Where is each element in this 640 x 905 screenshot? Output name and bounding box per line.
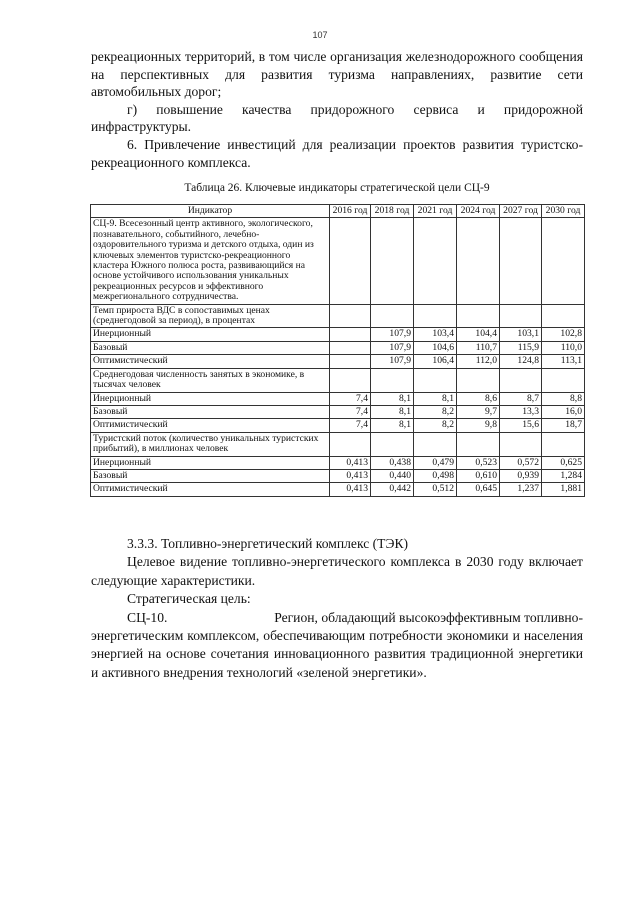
row-label: Оптимистический	[91, 483, 330, 496]
table-cell: 107,9	[371, 341, 414, 354]
table-cell	[330, 328, 371, 341]
table-cell: 0,479	[414, 456, 457, 469]
table-cell: 103,4	[414, 328, 457, 341]
table-cell	[414, 218, 457, 304]
paragraph-roadside-service: г) повышение качества придорожного сервиса и придорожной инфраструктуры.	[91, 101, 583, 135]
table-cell	[542, 368, 585, 392]
sc10-description: энергетическим комплексом, обеспечивающим потребности экономики и населения энергией на основе сочетания инновационного развития традиционной энергетики и активного внедрения технологий «зеленой энергетики».	[91, 628, 583, 680]
table-cell: 113,1	[542, 355, 585, 368]
row-label: Базовый	[91, 405, 330, 418]
table-cell	[542, 432, 585, 456]
table-cell: 7,4	[330, 405, 371, 418]
section-heading: 3.3.3. Топливно-энергетический комплекс (ТЭК)	[127, 536, 409, 551]
table-cell: 0,939	[500, 469, 542, 482]
table-header-row	[91, 205, 585, 218]
sc10-first-line	[91, 609, 583, 627]
table-cell	[414, 304, 457, 328]
table-cell: 124,8	[500, 355, 542, 368]
table-cell	[330, 432, 371, 456]
table-cell: 106,4	[414, 355, 457, 368]
indicators-table	[90, 204, 585, 497]
table-cell: 0,572	[500, 456, 542, 469]
table-row	[91, 432, 585, 456]
row-label: Инерционный	[91, 392, 330, 405]
row-label: Оптимистический	[91, 419, 330, 432]
table-cell	[542, 304, 585, 328]
table-cell: 8,1	[371, 419, 414, 432]
table-cell	[330, 304, 371, 328]
table-cell: 107,9	[371, 328, 414, 341]
row-label: Туристский поток (количество уникальных туристских прибытий), в миллионах человек	[91, 432, 330, 456]
sc10-code: СЦ-10.	[127, 609, 168, 625]
table-cell	[371, 304, 414, 328]
header-indicator: Индикатор	[91, 205, 330, 218]
table-cell: 8,1	[414, 392, 457, 405]
table-cell	[330, 218, 371, 304]
table-cell: 0,645	[457, 483, 500, 496]
row-label: Темп прироста ВДС в сопоставимых ценах (среднегодовой за период), в процентах	[91, 304, 330, 328]
table-cell: 112,0	[457, 355, 500, 368]
table-cell: 0,498	[414, 469, 457, 482]
row-label: Базовый	[91, 469, 330, 482]
table-cell: 15,6	[500, 419, 542, 432]
table-cell: 0,523	[457, 456, 500, 469]
paragraph-investments: 6. Привлечение инвестиций для реализации проектов развития туристско-рекреационного комплекса.	[91, 136, 583, 170]
table-cell: 110,7	[457, 341, 500, 354]
table-cell: 8,8	[542, 392, 585, 405]
table-cell	[500, 304, 542, 328]
table-cell	[330, 368, 371, 392]
table-row	[91, 419, 585, 432]
row-label: Базовый	[91, 341, 330, 354]
table-cell: 7,4	[330, 392, 371, 405]
table-row	[91, 483, 585, 496]
table-cell: 1,881	[542, 483, 585, 496]
table-cell	[542, 218, 585, 304]
header-2016: 2016 год	[330, 205, 371, 218]
row-label: Оптимистический	[91, 355, 330, 368]
table-caption: Таблица 26. Ключевые индикаторы стратегической цели СЦ-9	[184, 182, 490, 194]
header-2018: 2018 год	[371, 205, 414, 218]
table-body	[91, 218, 585, 496]
row-label: Инерционный	[91, 328, 330, 341]
table-cell	[330, 341, 371, 354]
table-cell	[414, 432, 457, 456]
table-cell: 9,7	[457, 405, 500, 418]
top-paragraphs	[91, 48, 583, 171]
table-cell: 9,8	[457, 419, 500, 432]
table-cell: 8,2	[414, 405, 457, 418]
table-cell: 0,512	[414, 483, 457, 496]
table-row	[91, 304, 585, 328]
table-cell: 8,2	[414, 419, 457, 432]
table-cell: 0,438	[371, 456, 414, 469]
table-row	[91, 392, 585, 405]
table-cell: 104,4	[457, 328, 500, 341]
table-cell	[371, 218, 414, 304]
paragraph-rail-roads: рекреационных территорий, в том числе организация железнодорожного сообщения на перспективных для развития туризма направлениях, развитие сети автомобильных дорог;	[91, 49, 583, 100]
table-cell: 0,413	[330, 483, 371, 496]
header-2021: 2021 год	[414, 205, 457, 218]
table-cell: 107,9	[371, 355, 414, 368]
table-cell: 1,284	[542, 469, 585, 482]
table-row	[91, 469, 585, 482]
table-cell: 0,413	[330, 456, 371, 469]
table-row	[91, 328, 585, 341]
table-cell: 13,3	[500, 405, 542, 418]
row-label: СЦ-9. Всесезонный центр активного, экологического, познавательного, событийного, лечебно-оздоровительного туризма и детского отдыха, один из ключевых элементов туристско-рекреационного кластера Южного полюса роста, развивающийся на основе устойчивого использования уникальных рекреационных ресурсов и эффективного межрегионального сотрудничества.	[91, 218, 330, 304]
table-cell: 102,8	[542, 328, 585, 341]
table-cell: 8,7	[500, 392, 542, 405]
table-cell: 104,6	[414, 341, 457, 354]
row-label: Среднегодовая численность занятых в экономике, в тысячах человек	[91, 368, 330, 392]
table-row	[91, 341, 585, 354]
table-cell: 0,442	[371, 483, 414, 496]
table-cell	[414, 368, 457, 392]
row-label: Инерционный	[91, 456, 330, 469]
table-cell: 7,4	[330, 419, 371, 432]
table-cell: 0,610	[457, 469, 500, 482]
table-cell: 18,7	[542, 419, 585, 432]
table-row	[91, 405, 585, 418]
table-cell: 0,413	[330, 469, 371, 482]
table-cell: 8,6	[457, 392, 500, 405]
table-row	[91, 456, 585, 469]
table-cell	[330, 355, 371, 368]
table-cell: 0,625	[542, 456, 585, 469]
table-cell: 16,0	[542, 405, 585, 418]
section-paragraph: Целевое видение топливно-энергетического комплекса в 2030 году включает следующие характеристики.	[91, 554, 583, 588]
table-row	[91, 218, 585, 304]
tek-section	[91, 535, 583, 682]
table-cell: 110,0	[542, 341, 585, 354]
strategic-goal-label: Стратегическая цель:	[127, 591, 251, 607]
header-2027: 2027 год	[500, 205, 542, 218]
page-number: 107	[312, 30, 328, 40]
header-2024: 2024 год	[457, 205, 500, 218]
table-cell: 0,440	[371, 469, 414, 482]
table-cell	[371, 432, 414, 456]
table-cell	[371, 368, 414, 392]
table-cell: 115,9	[500, 341, 542, 354]
table-cell	[500, 218, 542, 304]
table-cell: 103,1	[500, 328, 542, 341]
table-cell	[457, 368, 500, 392]
table-cell	[457, 304, 500, 328]
table-cell: 8,1	[371, 405, 414, 418]
header-2030: 2030 год	[542, 205, 585, 218]
table-cell	[500, 368, 542, 392]
sc10-first-text: Регион, обладающий высокоэффективным топливно-	[274, 609, 583, 625]
table-cell: 1,237	[500, 483, 542, 496]
table-cell	[457, 432, 500, 456]
table-cell	[457, 218, 500, 304]
table-cell: 8,1	[371, 392, 414, 405]
table-row	[91, 355, 585, 368]
table-cell	[500, 432, 542, 456]
table-row	[91, 368, 585, 392]
